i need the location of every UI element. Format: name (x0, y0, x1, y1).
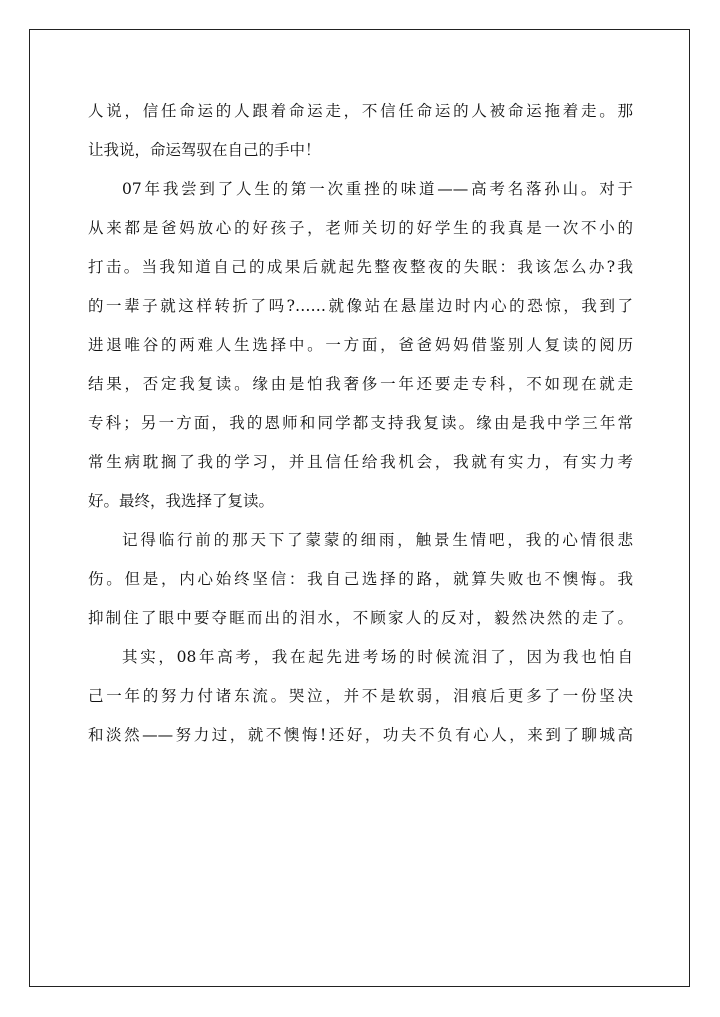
text-line: 人说，信任命运的人跟着命运走，不信任命运的人被命运拖着走。那 (88, 102, 633, 120)
text-line: 进退唯谷的两难人生选择中。一方面，爸爸妈妈借鉴别人复读的阅历 (88, 336, 633, 354)
paragraph-first-line: 07年我尝到了人生的第一次重挫的味道——高考名落孙山。对于 (122, 180, 633, 198)
text-line: 常生病耽搁了我的学习，并且信任给我机会，我就有实力，有实力考 (88, 453, 633, 471)
paragraph-first-line: 记得临行前的那天下了蒙蒙的细雨，触景生情吧，我的心情很悲 (122, 531, 633, 549)
text-line: 结果，否定我复读。缘由是怕我奢侈一年还要走专科，不如现在就走 (88, 375, 633, 393)
text-line: 从来都是爸妈放心的好孩子，老师关切的好学生的我真是一次不小的 (88, 219, 633, 237)
text-line: 抑制住了眼中要夺眶而出的泪水，不顾家人的反对，毅然决然的走了。 (88, 609, 633, 627)
text-line: 专科；另一方面，我的恩师和同学都支持我复读。缘由是我中学三年常 (88, 414, 633, 432)
text-line: 好。最终，我选择了复读。 (88, 492, 275, 510)
text-line: 的一辈子就这样转折了吗?……就像站在悬崖边时内心的恐惊，我到了 (88, 297, 633, 315)
text-line: 己一年的努力付诸东流。哭泣，并不是软弱，泪痕后更多了一份坚决 (88, 687, 633, 705)
text-line: 让我说，命运驾驭在自己的手中！ (88, 141, 321, 159)
paragraph-first-line: 其实，08年高考，我在起先进考场的时候流泪了，因为我也怕自 (122, 648, 633, 666)
text-line: 打击。当我知道自己的成果后就起先整夜整夜的失眠：我该怎么办?我 (88, 258, 633, 276)
text-line: 伤。但是，内心始终坚信：我自己选择的路，就算失败也不懊悔。我 (88, 570, 633, 588)
text-line: 和淡然——努力过，就不懊悔!还好，功夫不负有心人，来到了聊城高 (88, 726, 633, 744)
document-body (88, 92, 633, 755)
